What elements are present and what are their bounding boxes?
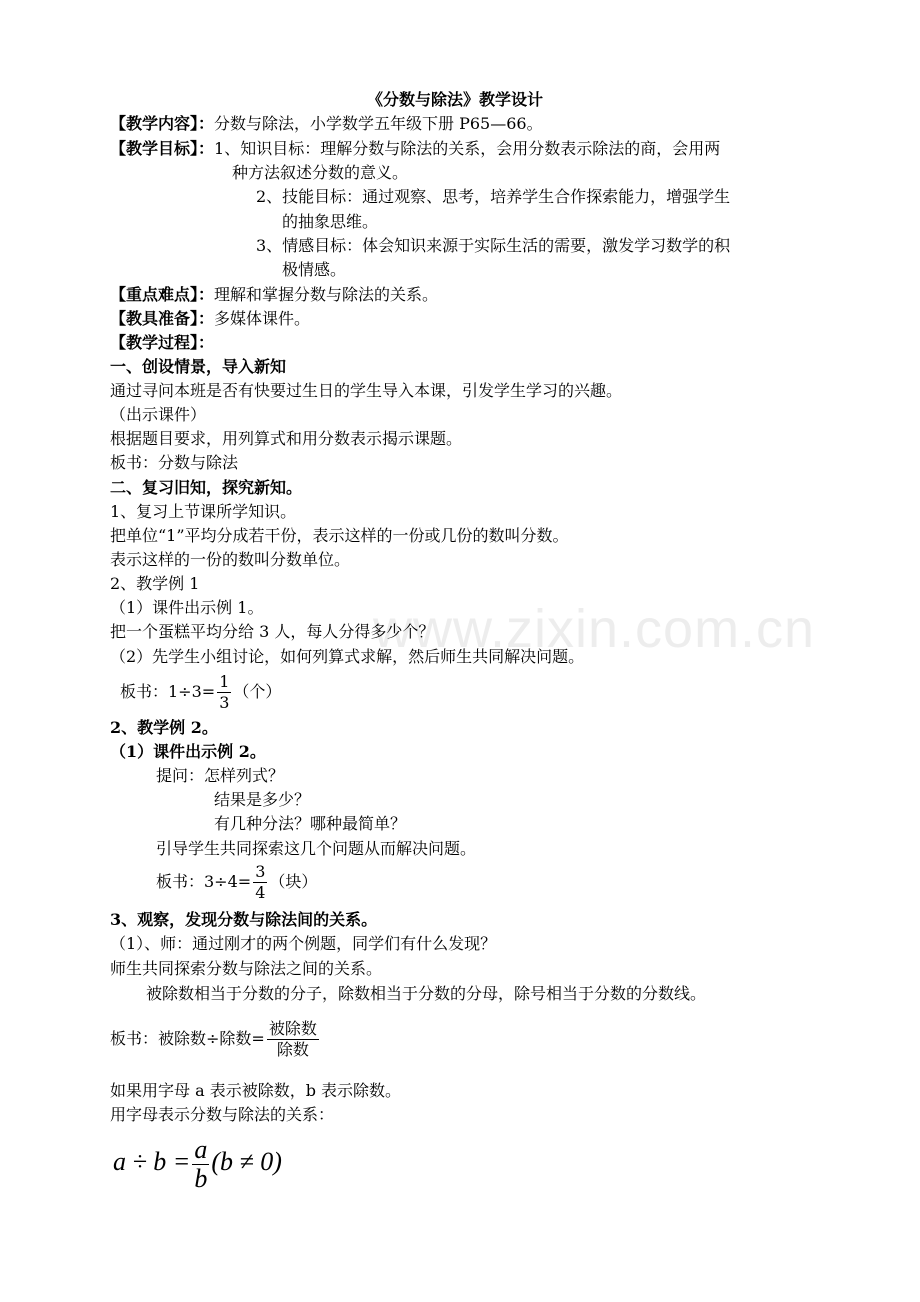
- board-label: 板书：被除数÷除数=: [110, 1029, 265, 1048]
- paragraph: 用字母表示分数与除法的关系：: [110, 1105, 335, 1124]
- tools-text: 多媒体课件。: [214, 309, 311, 328]
- goal-3b: 极情感。: [282, 260, 347, 279]
- tools-label: 【教具准备】：: [110, 309, 215, 328]
- document-title: 《分数与除法》教学设计: [367, 90, 544, 109]
- question: 提问：怎样列式？: [156, 766, 285, 785]
- paragraph: 被除数相当于分数的分子，除数相当于分数的分母，除号相当于分数的分数线。: [146, 984, 707, 1003]
- question: 结果是多少？: [214, 790, 311, 809]
- paragraph: （出示课件）: [110, 405, 207, 424]
- example-2-heading: 2、教学例 2。: [110, 718, 218, 737]
- content-line: [110, 112, 543, 136]
- board-label: 板书：1÷3=: [120, 682, 216, 701]
- example-2-sub: （1）课件出示例 2。: [110, 742, 266, 761]
- formula-condition: (b ≠ 0): [211, 1147, 282, 1176]
- paragraph: 师生共同探索分数与除法之间的关系。: [110, 959, 383, 978]
- content-label: 【教学内容】：: [110, 114, 215, 133]
- numerator: 1: [219, 672, 230, 691]
- goal-1b: 种方法叙述分数的意义。: [232, 163, 409, 182]
- paragraph: 通过寻问本班是否有快要过生日的学生导入本课，引发学生学习的兴趣。: [110, 381, 623, 400]
- paragraph: （1）、师：通过刚才的两个例题，同学们有什么发现？: [110, 934, 497, 953]
- board-label: 板书：3÷4=: [156, 872, 252, 891]
- fraction: [267, 1019, 319, 1060]
- section-2-heading: 二、复习旧知，探究新知。: [110, 478, 303, 497]
- example-1-heading: 2、教学例 1: [110, 574, 200, 593]
- paragraph: （1）课件出示例 1。: [110, 598, 264, 617]
- goals-line-1: [110, 137, 720, 161]
- goal-3a: 3、情感目标：体会知识来源于实际生活的需要，激发学习数学的积: [256, 236, 731, 255]
- paragraph: 把一个蛋糕平均分给 3 人，每人分得多少个？: [110, 622, 435, 641]
- content-text: 分数与除法，小学数学五年级下册 P65—66。: [214, 114, 543, 133]
- fraction: [253, 862, 267, 903]
- formula: [113, 1132, 282, 1192]
- board-writing-1: [120, 670, 281, 714]
- board-writing-2: [156, 860, 317, 904]
- paragraph: 表示这样的一份的数叫分数单位。: [110, 550, 351, 569]
- watermark: www.zixin.com.cn: [373, 599, 816, 659]
- process-label: 【教学过程】：: [110, 333, 215, 352]
- section-3-heading: 3、观察，发现分数与除法间的关系。: [110, 910, 378, 929]
- denominator: 除数: [276, 1040, 309, 1059]
- tools-line: [110, 307, 310, 331]
- unit: （块）: [269, 872, 318, 891]
- denominator: 3: [219, 693, 230, 712]
- paragraph: 如果用字母 a 表示被除数，b 表示除数。: [110, 1081, 402, 1100]
- denominator: b: [194, 1163, 208, 1193]
- fraction: [217, 672, 231, 713]
- numerator: 被除数: [268, 1019, 317, 1038]
- board-writing-3: [110, 1017, 321, 1061]
- paragraph: 板书：分数与除法: [110, 453, 239, 472]
- unit: （个）: [233, 682, 282, 701]
- question: 有几种分法？哪种最简单？: [214, 814, 407, 833]
- paragraph: 引导学生共同探索这几个问题从而解决问题。: [156, 839, 477, 858]
- goal-2b: 的抽象思维。: [282, 212, 379, 231]
- key-line: [110, 283, 438, 307]
- key-label: 【重点难点】：: [110, 285, 215, 304]
- paragraph: 把单位“1”平均分成若干份，表示这样的一份或几份的数叫分数。: [110, 526, 569, 545]
- formula-left: a ÷ b =: [113, 1147, 191, 1176]
- key-text: 理解和掌握分数与除法的关系。: [214, 285, 439, 304]
- paragraph: 根据题目要求，用列算式和用分数表示揭示课题。: [110, 429, 463, 448]
- paragraph: 1、复习上节课所学知识。: [110, 502, 297, 521]
- numerator: a: [194, 1134, 208, 1164]
- paragraph: （2）先学生小组讨论，如何列算式求解，然后师生共同解决问题。: [110, 647, 585, 666]
- goal-1a: 1、知识目标：理解分数与除法的关系，会用分数表示除法的商，会用两: [214, 139, 721, 158]
- section-1-heading: 一、创设情景，导入新知: [110, 357, 287, 376]
- denominator: 4: [255, 883, 266, 902]
- goal-2a: 2、技能目标：通过观察、思考，培养学生合作探索能力，增强学生: [256, 187, 731, 206]
- formula-fraction: [192, 1136, 209, 1193]
- numerator: 3: [255, 862, 266, 881]
- goals-label: 【教学目标】：: [110, 139, 215, 158]
